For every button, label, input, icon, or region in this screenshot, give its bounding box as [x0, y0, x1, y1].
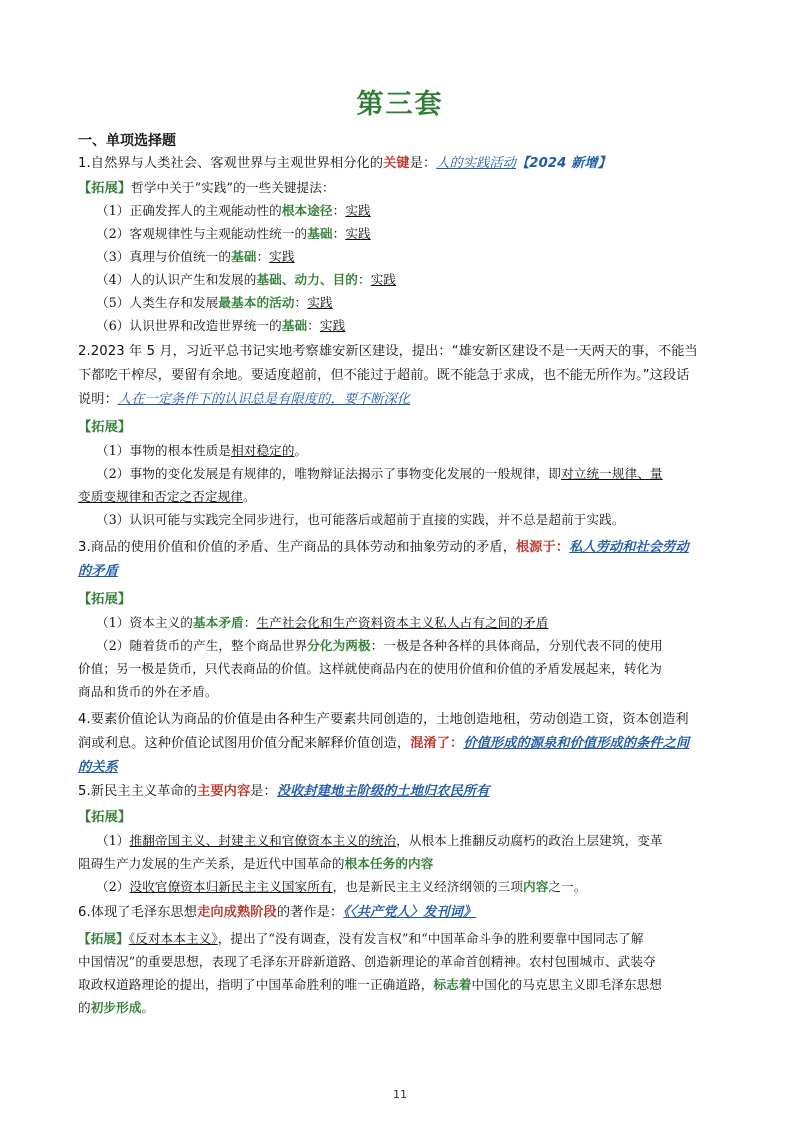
- question-3-cont: 的矛盾: [78, 564, 118, 579]
- key-term: 关键: [383, 156, 410, 171]
- q6-ext-1: 【拓展】《反对本本主义》，提出了“没有调查，没有发言权”和“中国革命斗争的胜利要靠中国同志了解: [78, 931, 644, 946]
- q1-item: （1）正确发挥人的主观能动性的根本途径：实践: [96, 203, 371, 218]
- question-2-answer-line: 说明：人在一定条件下的认识总是有限度的，要不断深化: [78, 392, 411, 407]
- q1-item: （2）客观规律性与主观能动性统一的基础：实践: [96, 226, 371, 241]
- question-5: 5.新民主主义革命的主要内容是：没收封建地主阶级的土地归农民所有: [78, 784, 490, 799]
- key-term: 混淆了：: [410, 736, 464, 751]
- extension-label: 【拓展】: [78, 181, 132, 196]
- question-2-cont: 下都吃干榨尽，要留有余地。要适度超前，但不能过于超前。既不能急于求成，也不能无所作为。”这段话: [78, 368, 690, 383]
- question-4-cont: 润或利息。这种价值论试图用价值分配来解释价值创造，混淆了：价值形成的源泉和价值形成的条件之间: [78, 736, 690, 751]
- question-3: 3.商品的使用价值和价值的矛盾、生产商品的具体劳动和抽象劳动的矛盾，根源于：私人劳动和社会劳动: [78, 540, 689, 555]
- q5-ext-1: （1）推翻帝国主义、封建主义和官僚资本主义的统治，从根本上推翻反动腐朽的政治上层建筑，变革: [96, 833, 663, 848]
- q5-ext-2: （2）没收官僚资本归新民主主义国家所有，也是新民主主义经济纲领的三项内容之一。: [96, 879, 587, 894]
- answer: 人在一定条件下的认识总是有限度的，要不断深化: [117, 392, 411, 407]
- q3-extension-label: 【拓展】: [78, 592, 132, 607]
- q3-ext-2-cont: 价值；另一极是货币，只代表商品的价值。这样就使商品内在的使用价值和价值的矛盾发展起来，转化为: [78, 661, 662, 676]
- q2-ext-3: （3）认识可能与实践完全同步进行，也可能落后或超前于直接的实践，并不总是超前于实践。: [96, 512, 625, 527]
- question-2: 2.2023 年 5 月，习近平总书记实地考察雄安新区建设，提出：“雄安新区建设不是一天两天的事，不能当: [78, 344, 698, 359]
- page-number: 11: [393, 1088, 407, 1101]
- q1-item: （6）认识世界和改造世界统一的基础：实践: [96, 318, 346, 333]
- answer: 私人劳动和社会劳动: [569, 540, 689, 555]
- q1-item: （4）人的认识产生和发展的基础、动力、目的：实践: [96, 272, 397, 287]
- answer: 人的实践活动: [436, 156, 516, 171]
- q3-ext-2: （2）随着货币的产生，整个商品世界分化为两极：一极是各种各样的具体商品，分别代表不同的使用: [96, 638, 663, 653]
- q2-ext-1: （1）事物的根本性质是相对稳定的。: [96, 443, 308, 458]
- q2-ext-2-cont: 变质变规律和否定之否定规律。: [78, 489, 256, 504]
- q2-ext-2: （2）事物的变化发展是有规律的，唯物辩证法揭示了事物变化发展的一般规律，即对立统一规律、量: [96, 466, 663, 481]
- q1-extension-intro: 【拓展】哲学中关于“实践”的一些关键提法：: [78, 180, 335, 196]
- question-4-cont: 的关系: [78, 760, 118, 775]
- q1-item: （3）真理与价值统一的基础：实践: [96, 249, 295, 264]
- q3-ext-2-cont: 商品和货币的外在矛盾。: [78, 684, 218, 699]
- q6-ext-cont: 中国情况”的重要思想，表现了毛泽东开辟新道路、创造新理论的革命首创精神。农村包围城市、武装夺: [78, 954, 656, 969]
- page-title: 第三套: [356, 89, 444, 120]
- q1-item: （5）人类生存和发展最基本的活动：实践: [96, 295, 333, 310]
- q6-ext-cont: 的初步形成。: [78, 1000, 155, 1015]
- section-heading: 一、单项选择题: [78, 133, 176, 149]
- q3-ext-1: （1）资本主义的基本矛盾：生产社会化和生产资料资本主义私人占有之间的矛盾: [96, 615, 549, 630]
- q5-extension-label: 【拓展】: [78, 810, 132, 825]
- key-term: 走向成熟阶段: [197, 905, 277, 920]
- q2-extension-label: 【拓展】: [78, 420, 132, 435]
- key-term: 根源于：: [515, 540, 570, 555]
- answer: 《〈共产党人〉发刊词》: [343, 905, 477, 920]
- q5-ext-1-cont: 阻碍生产力发展的生产关系，是近代中国革命的根本任务的内容: [78, 856, 434, 871]
- answer: 价值形成的源泉和价值形成的条件之间: [463, 736, 690, 751]
- question-1: 1.自然界与人类社会、客观世界与主观世界相分化的关键是：人的实践活动【2024 新增】: [78, 156, 611, 171]
- question-4: 4.要素价值论认为商品的价值是由各种生产要素共同创造的，土地创造地租，劳动创造工资，资本创造利: [78, 712, 689, 727]
- q6-ext-cont: 取政权道路理论的提出，指明了中国革命胜利的唯一正确道路，标志着中国化的马克思主义即毛泽东思想: [78, 977, 662, 992]
- key-term: 主要内容: [197, 784, 251, 799]
- new-tag: 【2024 新增】: [516, 156, 611, 171]
- question-6: 6.体现了毛泽东思想走向成熟阶段的著作是：《〈共产党人〉发刊词》: [78, 905, 477, 920]
- answer: 没收封建地主阶级的土地归农民所有: [276, 784, 490, 799]
